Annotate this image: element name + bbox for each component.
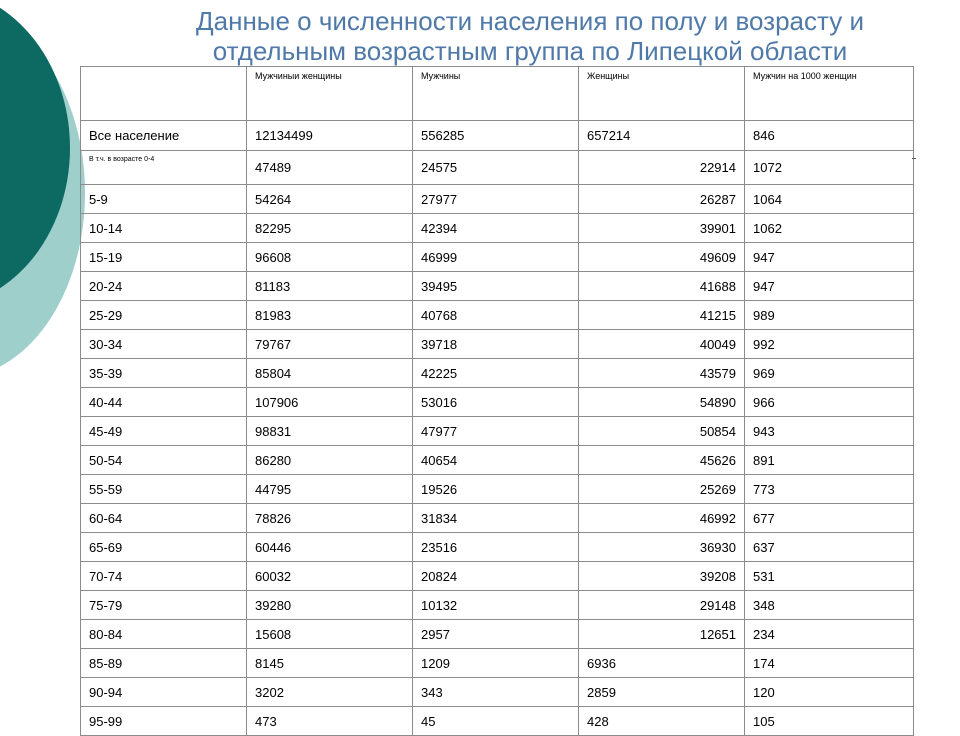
table-cell-women: 428: [579, 707, 745, 736]
table-cell-age-group: 35-39: [81, 359, 247, 388]
table-row: [81, 649, 914, 678]
table-cell-ratio: 966: [745, 388, 914, 417]
table-cell-total: 82295: [247, 214, 413, 243]
table-cell-ratio: 531: [745, 562, 914, 591]
table-cell-men: 24575: [413, 151, 579, 185]
table-cell-men: 47977: [413, 417, 579, 446]
table-row: [81, 475, 914, 504]
table-cell-ratio: 348: [745, 591, 914, 620]
table-cell-men: 45: [413, 707, 579, 736]
table-cell-total: 60446: [247, 533, 413, 562]
table-cell-ratio: 120: [745, 678, 914, 707]
table-row: [81, 272, 914, 301]
table-cell-ratio: 105: [745, 707, 914, 736]
header-cell-group: [81, 67, 247, 121]
population-table: [80, 66, 914, 736]
table-cell-men: 39718: [413, 330, 579, 359]
table-cell-men: 40654: [413, 446, 579, 475]
table-cell-age-group: 80-84: [81, 620, 247, 649]
table-cell-ratio: 947: [745, 272, 914, 301]
table-cell-ratio: 969: [745, 359, 914, 388]
table-cell-men: 2957: [413, 620, 579, 649]
table-cell-men: 42394: [413, 214, 579, 243]
table-cell-women: 46992: [579, 504, 745, 533]
table-cell-women: 40049: [579, 330, 745, 359]
table-cell-men: 27977: [413, 185, 579, 214]
table-row: [81, 533, 914, 562]
table-cell-total: 96608: [247, 243, 413, 272]
table-row: [81, 620, 914, 649]
table-cell-age-group: 50-54: [81, 446, 247, 475]
table-cell-women: 25269: [579, 475, 745, 504]
table-cell-women: 22914: [579, 151, 745, 185]
table-cell-women: 29148: [579, 591, 745, 620]
table-cell-women: 12651: [579, 620, 745, 649]
table-cell-age-group: 95-99: [81, 707, 247, 736]
table-cell-women: 50854: [579, 417, 745, 446]
table-cell-women: 2859: [579, 678, 745, 707]
table-cell-age-group: 55-59: [81, 475, 247, 504]
table-cell-total: 78826: [247, 504, 413, 533]
table-cell-total: 60032: [247, 562, 413, 591]
table-row: [81, 185, 914, 214]
table-cell-total: 39280: [247, 591, 413, 620]
table-cell-age-group: 70-74: [81, 562, 247, 591]
table-cell-age-group: 45-49: [81, 417, 247, 446]
slide-title: [100, 6, 960, 66]
table-cell-men: 556285: [413, 121, 579, 151]
table-cell-women: 41688: [579, 272, 745, 301]
table-cell-ratio: 1062: [745, 214, 914, 243]
table-edge-tick: [912, 158, 916, 159]
table-cell-total: 79767: [247, 330, 413, 359]
table-cell-total: 81983: [247, 301, 413, 330]
table-row: [81, 707, 914, 736]
table-cell-age-group: 20-24: [81, 272, 247, 301]
table-row: [81, 151, 914, 185]
table-header-row: [81, 67, 914, 121]
table-cell-age-group: В т.ч. в возрасте 0-4: [81, 151, 247, 185]
header-cell-men: Мужчины: [413, 67, 579, 121]
table-cell-men: 10132: [413, 591, 579, 620]
header-cell-ratio: Мужчин на 1000 женщин: [745, 67, 914, 121]
table-cell-age-group: 25-29: [81, 301, 247, 330]
table-cell-age-group: 15-19: [81, 243, 247, 272]
table-cell-ratio: 943: [745, 417, 914, 446]
table-cell-ratio: 174: [745, 649, 914, 678]
table-cell-women: 26287: [579, 185, 745, 214]
table-cell-age-group: 60-64: [81, 504, 247, 533]
table-body: [81, 121, 914, 736]
table-row: [81, 562, 914, 591]
table-row: [81, 330, 914, 359]
table-cell-women: 39901: [579, 214, 745, 243]
table-cell-women: 6936: [579, 649, 745, 678]
table-cell-ratio: 992: [745, 330, 914, 359]
table-cell-men: 46999: [413, 243, 579, 272]
table-cell-total: 107906: [247, 388, 413, 417]
table-cell-age-group: 75-79: [81, 591, 247, 620]
table-row: [81, 591, 914, 620]
table-cell-men: 39495: [413, 272, 579, 301]
table-cell-men: 31834: [413, 504, 579, 533]
table-cell-ratio: 947: [745, 243, 914, 272]
table-cell-men: 23516: [413, 533, 579, 562]
table-cell-ratio: 677: [745, 504, 914, 533]
table-cell-total: 473: [247, 707, 413, 736]
table-row: [81, 678, 914, 707]
table-row: [81, 121, 914, 151]
slide-title-line-2: отдельным возрастным группа по Липецкой области: [212, 36, 848, 66]
table-cell-age-group: 10-14: [81, 214, 247, 243]
table-row: [81, 417, 914, 446]
table-cell-age-group: Все население: [81, 121, 247, 151]
table-cell-ratio: 637: [745, 533, 914, 562]
table-cell-women: 45626: [579, 446, 745, 475]
table-cell-total: 81183: [247, 272, 413, 301]
table-cell-men: 53016: [413, 388, 579, 417]
table-cell-ratio: 891: [745, 446, 914, 475]
table-row: [81, 446, 914, 475]
table-cell-age-group: 85-89: [81, 649, 247, 678]
table-row: [81, 301, 914, 330]
table-row: [81, 504, 914, 533]
table-cell-women: 39208: [579, 562, 745, 591]
table-cell-ratio: 989: [745, 301, 914, 330]
table-cell-men: 343: [413, 678, 579, 707]
table-row: [81, 243, 914, 272]
header-cell-women: Женщины: [579, 67, 745, 121]
slide-title-line-1: Данные о численности населения по полу и возрасту и: [196, 6, 864, 36]
table-cell-women: 54890: [579, 388, 745, 417]
table-cell-ratio: 1064: [745, 185, 914, 214]
table-cell-total: 3202: [247, 678, 413, 707]
table-cell-ratio: 234: [745, 620, 914, 649]
table-cell-total: 47489: [247, 151, 413, 185]
header-cell-total: Мужчиныи женщины: [247, 67, 413, 121]
table-cell-women: 41215: [579, 301, 745, 330]
table-cell-total: 54264: [247, 185, 413, 214]
table-cell-ratio: 846: [745, 121, 914, 151]
table-cell-women: 49609: [579, 243, 745, 272]
table-cell-men: 1209: [413, 649, 579, 678]
table-row: [81, 214, 914, 243]
table-cell-age-group: 40-44: [81, 388, 247, 417]
table-cell-age-group: 90-94: [81, 678, 247, 707]
table-cell-men: 40768: [413, 301, 579, 330]
table-cell-age-group: 30-34: [81, 330, 247, 359]
table-cell-women: 43579: [579, 359, 745, 388]
table-cell-total: 44795: [247, 475, 413, 504]
table-cell-ratio: 1072: [745, 151, 914, 185]
table-row: [81, 388, 914, 417]
table-cell-ratio: 773: [745, 475, 914, 504]
table-cell-age-group: 5-9: [81, 185, 247, 214]
table-cell-total: 15608: [247, 620, 413, 649]
table-row: [81, 359, 914, 388]
table-cell-men: 42225: [413, 359, 579, 388]
table-cell-men: 20824: [413, 562, 579, 591]
table-cell-age-group: 65-69: [81, 533, 247, 562]
table-cell-total: 86280: [247, 446, 413, 475]
table-cell-women: 36930: [579, 533, 745, 562]
table-cell-total: 98831: [247, 417, 413, 446]
table-cell-total: 8145: [247, 649, 413, 678]
table-cell-men: 19526: [413, 475, 579, 504]
table-cell-women: 657214: [579, 121, 745, 151]
table-cell-total: 12134499: [247, 121, 413, 151]
table-cell-total: 85804: [247, 359, 413, 388]
